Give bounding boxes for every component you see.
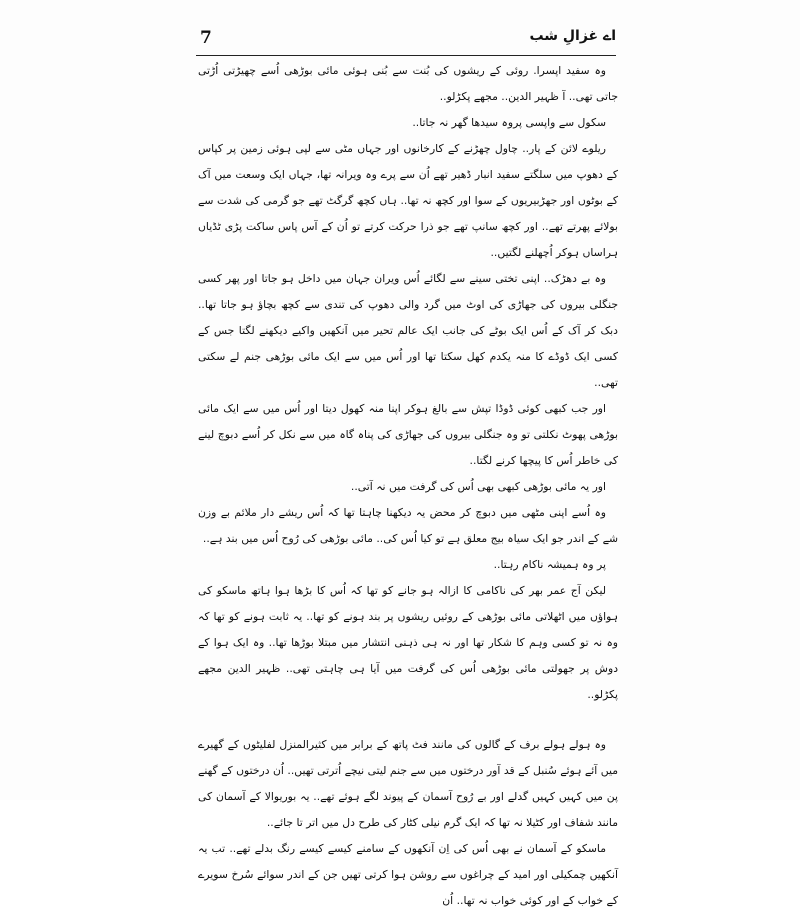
paragraph: وہ بے دھڑک.. اپنی تختی سینے سے لگائے اُس ویران جہان میں داخل ہو جاتا اور پھر کسی جنگلی بیروں کی جھاڑی کی اوٹ میں گرد والی دھوپ کی تندی سے کچھ بچاؤ ہو جاتا تھا.. دبک کر آک کے اُس ایک بوٹے کی جانب ایک عالم تحیر میں آنکھیں واکیے دیکھنے لگتا جس کے کسی ایک ڈوڈے کا منہ یکدم کھل سکتا تھا اور اُس میں سے ایک مائی بوڑھی جنم لے سکتی تھی.. (198, 272, 618, 389)
paragraph: وہ اُسے اپنی مٹھی میں دبوچ کر محض یہ دیکھنا چاہتا تھا کہ اُس ریشے دار ملائم بے وزن شے کے اندر جو ایک سیاہ بیج معلق ہے تو کیا اُس کی.. مائی بوڑھی کی رُوح اُس میں بند ہے.. (198, 506, 618, 545)
page-number: 7 (200, 28, 212, 48)
section-gap (198, 708, 618, 732)
paragraph: ماسکو کے آسمان نے بھی اُس کی اِن آنکھوں کے سامنے کیسے کیسے رنگ بدلے تھے.. تب یہ آنکھیں چمکیلی اور امید کے چراغوں سے روشن ہوا کرتی تھیں جن کے اندر سوائے سُرخ سویرے کے خواب کے اور کوئی خواب نہ تھا.. اُن (198, 842, 618, 907)
running-title: اے غزالِ شب (529, 28, 616, 44)
header-rule (196, 55, 616, 56)
paragraph: اور یہ مائی بوڑھی کبھی بھی اُس کی گرفت میں نہ آتی.. (350, 480, 606, 493)
paragraph: سکول سے واپسی پروہ سیدھا گھر نہ جاتا.. (412, 116, 606, 129)
paragraph: اور جب کبھی کوئی ڈوڈا تپش سے بالغ ہوکر اپنا منہ کھول دیتا اور اُس میں سے ایک مائی بوڑھی پھوٹ نکلتی تو وہ جنگلی بیروں کی جھاڑی کی پناہ گاہ میں سے نکل کر اُسے دبوچ لینے کی خاطر اُس کا پیچھا کرنے لگتا.. (198, 402, 618, 467)
paragraph: پر وہ ہمیشہ ناکام رہتا.. (493, 558, 606, 571)
paragraph: وہ سفید اپسرا. روئی کے ریشوں کی بُنت سے بُنی ہوئی مائی بوڑھی اُسے چھیڑتی اُڑتی جاتی تھی.. آ ظہیر الدین.. مجھے پکڑلو.. (198, 64, 618, 103)
body-text (198, 58, 618, 914)
paragraph: لیکن آج عمر بھر کی ناکامی کا ازالہ ہو جانے کو تھا کہ اُس کا بڑھا ہوا ہاتھ ماسکو کی ہواؤں میں اٹھلاتی مائی بوڑھی کے روئیں ریشوں پر بند ہونے کو تھا.. یہ ثابت ہونے کو تھا کہ وہ نہ تو کسی وہم کا شکار تھا اور نہ ہی ذہنی انتشار میں مبتلا بوڑھا تھا.. وہ ایک ہوا کے دوش پر جھولتی مائی بوڑھی اُس کی گرفت میں آیا ہی چاہتی تھی.. ظہیر الدین مجھے پکڑلو.. (198, 584, 618, 701)
paragraph: وہ ہولے ہولے برف کے گالوں کی مانند فٹ پاتھ کے برابر میں کثیرالمنزل لفلیٹوں کے گھیرے میں آئے ہوئے سُنبل کے قد آور درختوں میں سے جنم لیتی نیچے اُترتی تھیں.. اُن درختوں کے گھنے پن میں کہیں کہیں گدلے اور بے رُوح آسمان کے پیوند لگے ہوئے تھے.. یہ بوریوالا کے آسمان کی مانند شفاف اور کٹیلا نہ تھا کہ ایک گرم نیلی کٹار کی طرح دل میں اتر تا جائے.. (198, 738, 618, 829)
paragraph: ریلوے لائن کے پار.. چاول چھڑنے کے کارخانوں اور جہاں مٹی سے لپی ہوئی زمین پر کپاس کے دھوپ میں سلگتے سفید انبار ڈھیر تھے اُن سے پرے وہ ویرانہ تھا، جہاں ایک وسعت میں آک کے بوٹوں اور جھڑبیریوں کے سوا اور کچھ نہ تھا.. ہاں کچھ گرگٹ تھے جو گرمی کی شدت سے بولائے پھرتے تھے.. اور کچھ سانپ تھے جو ذرا حرکت کرتے تو اُن کے آس پاس ساکت پڑی ٹڈیاں ہراساں ہوکر اُچھلنے لگتیں.. (198, 142, 618, 259)
page-header (196, 26, 616, 56)
